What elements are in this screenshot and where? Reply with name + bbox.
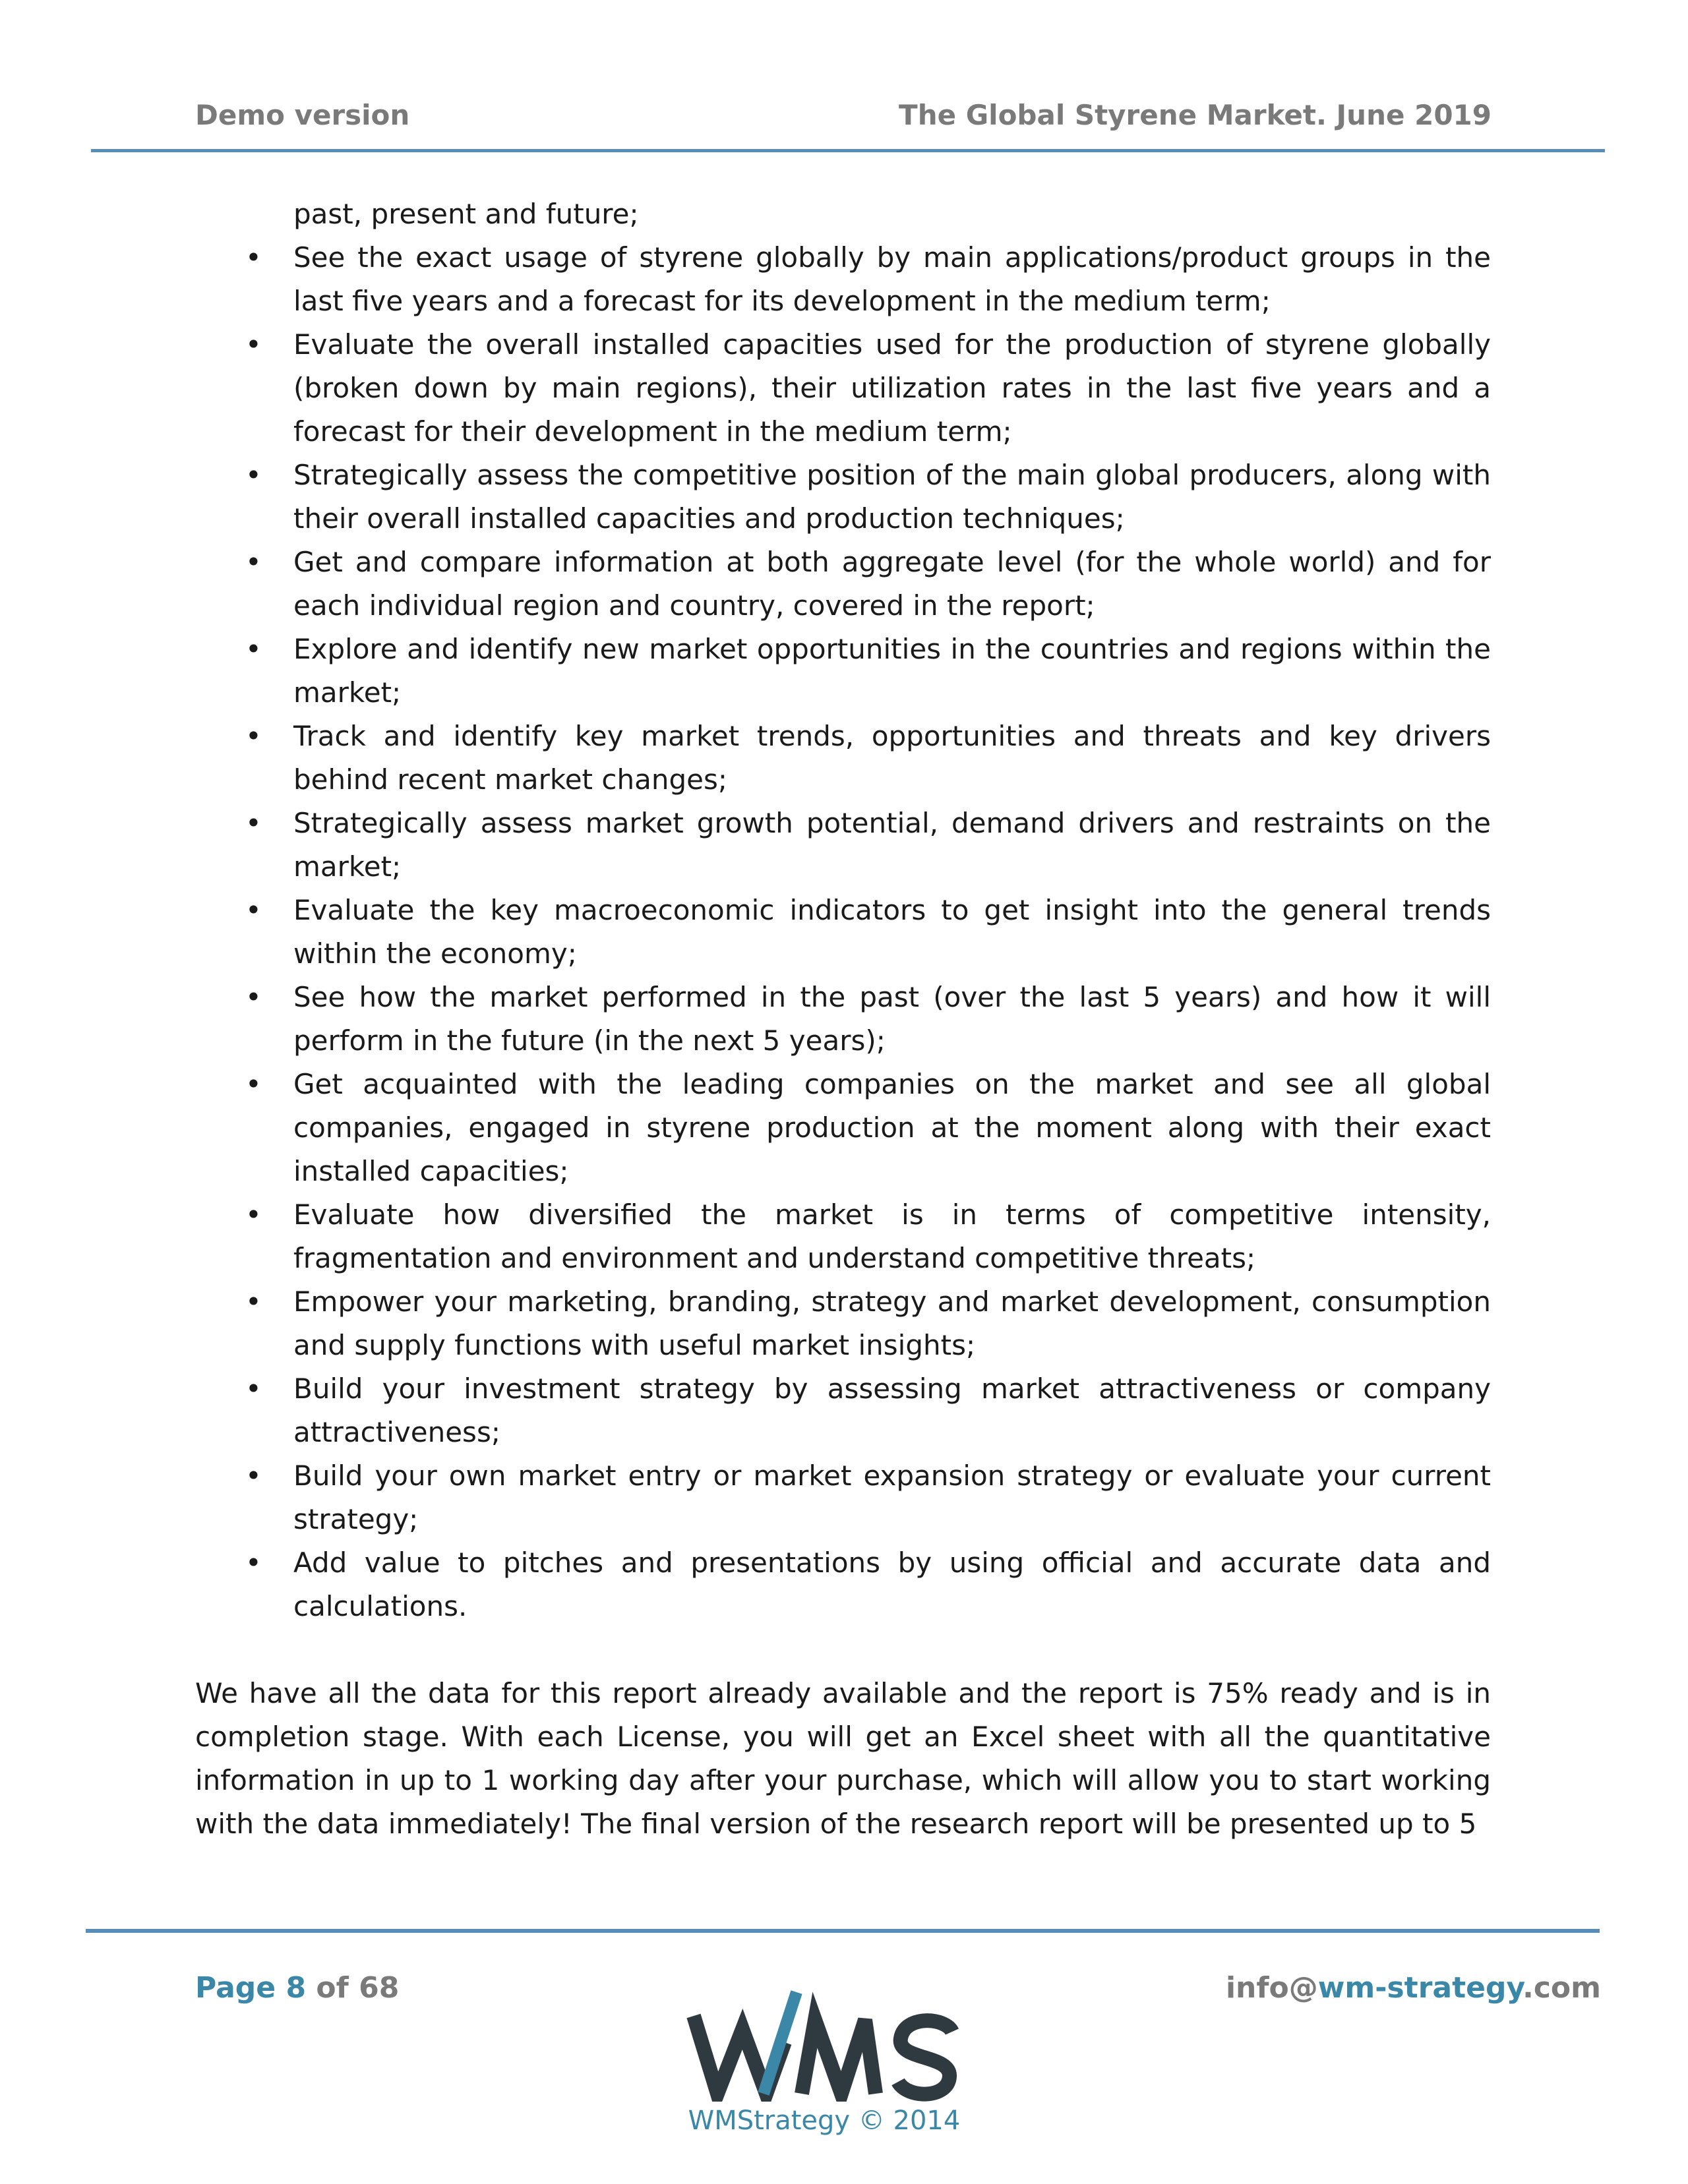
list-item: • Evaluate the overall installed capacities used for the production of styrene globally (broken down by main regions), their utilization rates in the last five years and a forecast for their development in the medium term; (195, 323, 1491, 454)
list-item: • Get acquainted with the leading companies on the market and see all global companies, engaged in styrene production at the moment along with their exact installed capacities; (195, 1063, 1491, 1193)
logo-caption: WMStrategy © 2014 (688, 2106, 961, 2136)
list-item: • Explore and identify new market opportunities in the countries and regions within the market; (195, 628, 1491, 715)
bullet-list (195, 192, 1491, 1628)
list-item: • Evaluate the key macroeconomic indicators to get insight into the general trends within the economy; (195, 889, 1491, 976)
wms-logo (686, 1983, 963, 2154)
footer-email-link[interactable] (1226, 1971, 1601, 2005)
wms-logo-icon (686, 1983, 963, 2102)
list-item: • Track and identify key market trends, opportunities and threats and key drivers behind recent market changes; (195, 715, 1491, 802)
header-report-title: The Global Styrene Market. June 2019 (899, 99, 1492, 131)
email-suffix: .com (1522, 1971, 1601, 2005)
body-paragraph: We have all the data for this report already available and the report is 75% ready and is in completion stage. With each License, you will get an Excel sheet with all the quantitative information in up to 1 working day after your purchase, which will allow you to start working with the data immediately! The final version of the research report will be presented up to 5 (195, 1677, 1491, 1840)
page-body (195, 192, 1491, 1846)
list-item: • Strategically assess market growth potential, demand drivers and restraints on the market; (195, 802, 1491, 889)
email-prefix: info@ (1225, 1971, 1318, 2005)
list-item: • See how the market performed in the past (over the last 5 years) and how it will perform in the future (in the next 5 years); (195, 976, 1491, 1063)
email-domain: wm-strategy (1317, 1971, 1523, 2005)
footer-divider (86, 1929, 1600, 1933)
page-label: Page (195, 1971, 276, 2005)
list-item: • Evaluate how diversified the market is in terms of competitive intensity, fragmentation and environment and understand competitive threats; (195, 1193, 1491, 1280)
header-divider (91, 149, 1605, 152)
list-item: • Build your own market entry or market expansion strategy or evaluate your current strategy; (195, 1454, 1491, 1541)
page-number-indicator (195, 1971, 399, 2005)
page-total: of 68 (316, 1971, 400, 2005)
header-demo-label: Demo version (195, 99, 410, 131)
list-item: • Strategically assess the competitive position of the main global producers, along with their overall installed capacities and production techniques; (195, 454, 1491, 541)
page-header (195, 99, 1492, 138)
page-current-number: 8 (286, 1971, 307, 2005)
list-item: past, present and future; (293, 198, 639, 230)
list-item: • Add value to pitches and presentations by using official and accurate data and calculations. (195, 1541, 1491, 1628)
list-item: • Build your investment strategy by assessing market attractiveness or company attractiveness; (195, 1367, 1491, 1454)
list-item: • Empower your marketing, branding, strategy and market development, consumption and supply functions with useful market insights; (195, 1280, 1491, 1367)
list-item: • Get and compare information at both aggregate level (for the whole world) and for each individual region and country, covered in the report; (195, 541, 1491, 628)
list-item: • See the exact usage of styrene globally by main applications/product groups in the last five years and a forecast for its development in the medium term; (195, 236, 1491, 323)
